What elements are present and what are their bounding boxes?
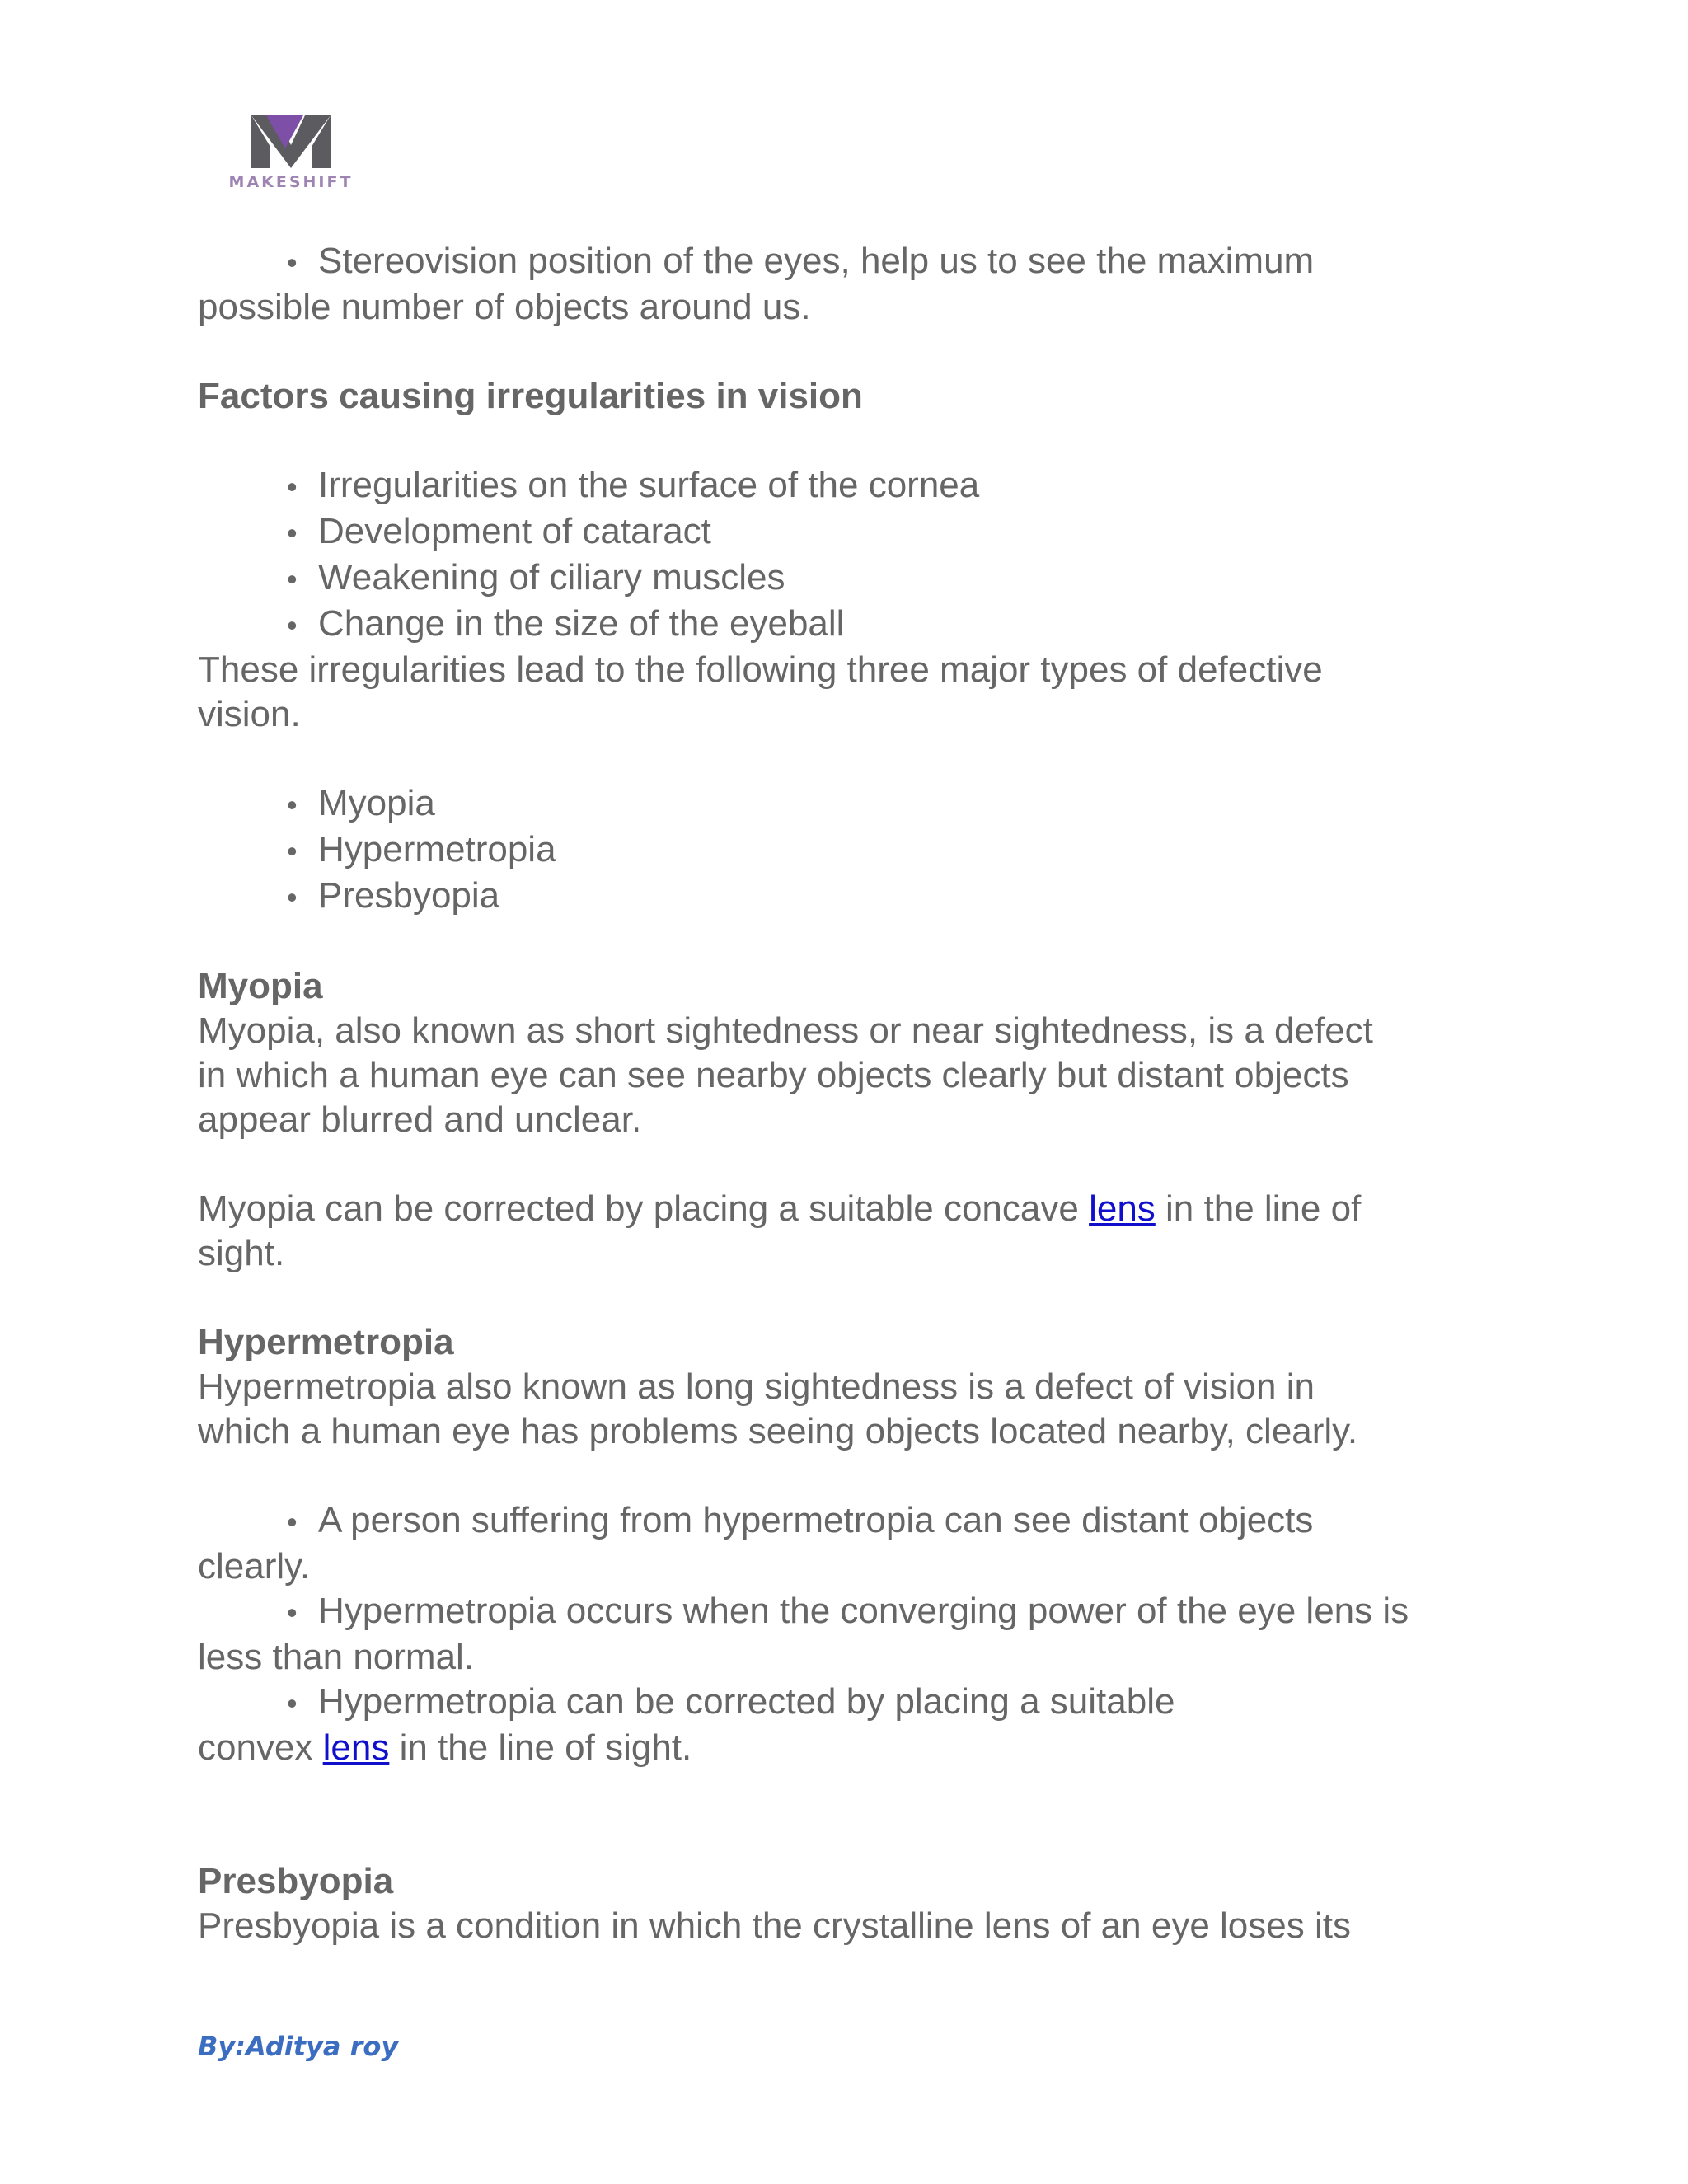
list-item: • Development of cataract bbox=[198, 509, 1517, 555]
bullet-icon: • bbox=[287, 608, 298, 642]
document-body bbox=[198, 239, 1517, 1948]
bullet-icon: • bbox=[287, 880, 298, 914]
logo-text: MAKESHIFT bbox=[228, 173, 354, 191]
paragraph-line: convex lens in the line of sight. bbox=[198, 1727, 692, 1768]
bullet-icon: • bbox=[287, 1596, 298, 1629]
bullet-icon: • bbox=[287, 1505, 298, 1539]
lens-link[interactable]: lens bbox=[1089, 1188, 1156, 1229]
list-item: • Change in the size of the eyeball bbox=[198, 602, 1517, 648]
list-item: • Hypermetropia can be corrected by placing a suitable bbox=[198, 1680, 1517, 1726]
bullet-icon: • bbox=[287, 834, 298, 868]
list-item: • Weakening of ciliary muscles bbox=[198, 555, 1517, 602]
bullet-icon: • bbox=[287, 1686, 298, 1720]
paragraph-line: appear blurred and unclear. bbox=[198, 1099, 642, 1140]
section-heading-myopia: Myopia bbox=[198, 966, 323, 1006]
bullet-icon: • bbox=[287, 246, 298, 279]
bullet-icon: • bbox=[287, 562, 298, 596]
list-item: • Stereovision position of the eyes, help us to see the maximum bbox=[198, 239, 1517, 285]
paragraph-line: less than normal. bbox=[198, 1637, 475, 1677]
list-item: • Myopia bbox=[198, 781, 1517, 827]
bullet-icon: • bbox=[287, 470, 298, 504]
paragraph-line: Myopia can be corrected by placing a suitable concave lens in the line of bbox=[198, 1188, 1362, 1229]
section-heading-presbyopia: Presbyopia bbox=[198, 1861, 394, 1901]
bullet-icon: • bbox=[287, 788, 298, 822]
paragraph-line: sight. bbox=[198, 1233, 285, 1273]
paragraph-line: in which a human eye can see nearby objects clearly but distant objects bbox=[198, 1055, 1349, 1095]
list-item: • Irregularities on the surface of the cornea bbox=[198, 463, 1517, 509]
section-heading-hypermetropia: Hypermetropia bbox=[198, 1322, 454, 1362]
paragraph-line: Hypermetropia also known as long sightedness is a defect of vision in bbox=[198, 1366, 1315, 1407]
paragraph-line: These irregularities lead to the following three major types of defective bbox=[198, 649, 1323, 690]
paragraph-line: clearly. bbox=[198, 1546, 311, 1586]
bullet-icon: • bbox=[287, 516, 298, 550]
paragraph-line: which a human eye has problems seeing objects located nearby, clearly. bbox=[198, 1411, 1358, 1451]
list-item: • A person suffering from hypermetropia can see distant objects bbox=[198, 1498, 1517, 1544]
list-item: • Hypermetropia occurs when the converging power of the eye lens is bbox=[198, 1589, 1517, 1635]
lens-link[interactable]: lens bbox=[322, 1727, 390, 1768]
paragraph-line: vision. bbox=[198, 694, 301, 734]
paragraph-line: Myopia, also known as short sightedness or near sightedness, is a defect bbox=[198, 1010, 1373, 1051]
section-heading-factors: Factors causing irregularities in vision bbox=[198, 376, 863, 416]
footer-author: By:Aditya roy bbox=[198, 2031, 399, 2062]
list-item: • Presbyopia bbox=[198, 874, 1517, 920]
paragraph-line: Presbyopia is a condition in which the crystalline lens of an eye loses its bbox=[198, 1905, 1351, 1946]
paragraph-line: possible number of objects around us. bbox=[198, 287, 811, 327]
list-item: • Hypermetropia bbox=[198, 827, 1517, 874]
